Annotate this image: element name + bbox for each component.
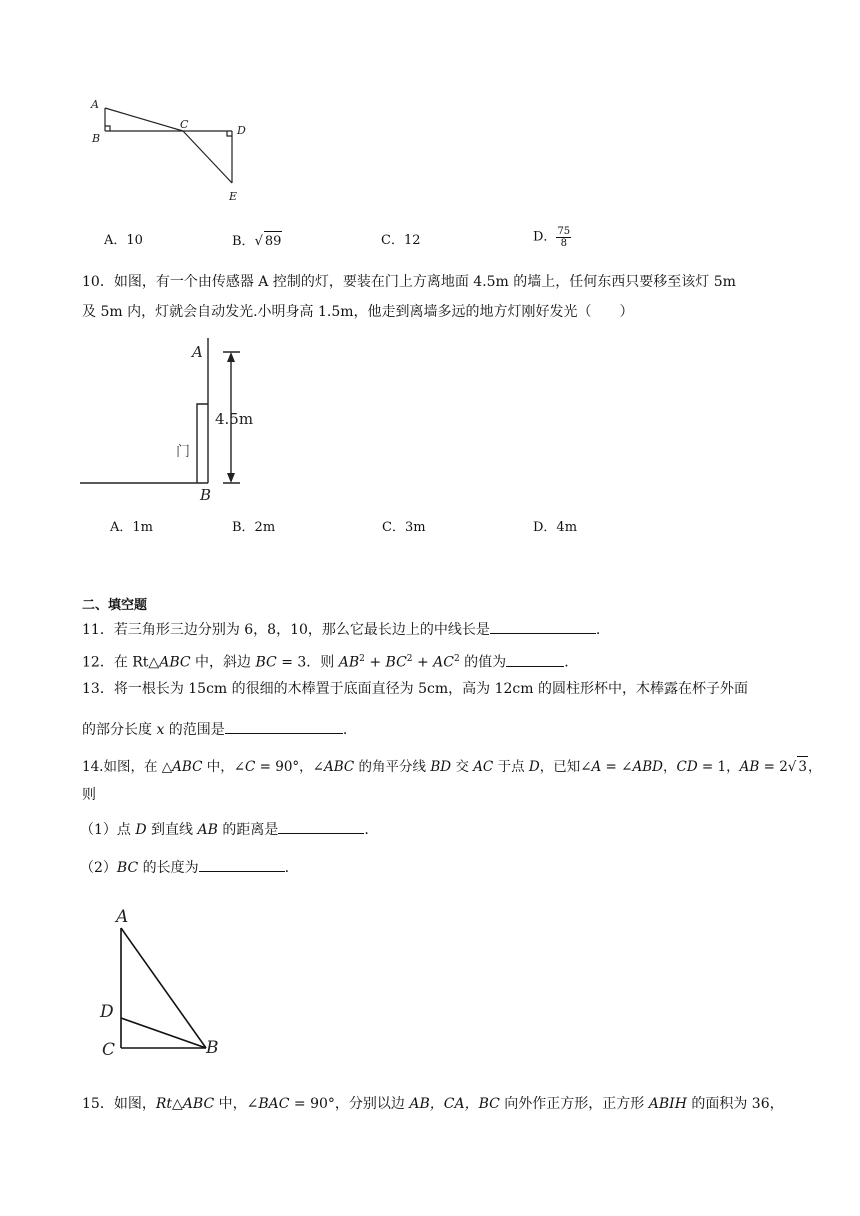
q9-option-b[interactable]: B．√ 89 [232, 231, 282, 252]
q14-then: 则 [82, 787, 96, 803]
q9-option-b-radicand: 89 [264, 231, 283, 252]
q10-option-a[interactable]: A．1m [110, 520, 153, 535]
seg-ab [121, 928, 206, 1048]
seg-db [121, 1018, 206, 1048]
q14-sub2: （2）BC 的长度为 . [80, 857, 289, 878]
height-label: 4.5m [215, 410, 254, 428]
label-d: D [100, 1002, 114, 1022]
label-d: D [237, 124, 246, 137]
q10-option-d[interactable]: D．4m [533, 520, 578, 535]
arrow-head-down [227, 473, 235, 483]
q13-answer-blank[interactable] [225, 719, 343, 734]
label-a: A [91, 98, 99, 111]
label-a: A [116, 907, 129, 927]
q14-sub1-answer-blank[interactable] [278, 819, 364, 834]
q10-option-b[interactable]: B．2m [232, 520, 276, 535]
q12-answer-blank[interactable] [506, 652, 564, 667]
label-b: B [200, 486, 212, 504]
arrow-head-up [227, 352, 235, 362]
label-b: B [92, 132, 101, 145]
q13-line1: 13．将一根长为 15cm 的很细的木棒置于底面直径为 5cm，高为 12cm 的圆柱形杯中，木棒露在杯子外面 [82, 681, 748, 697]
seg-ac [105, 108, 183, 131]
door-outline [197, 404, 208, 483]
q14-figure [96, 900, 236, 1065]
door-label: 门 [176, 444, 190, 460]
q9-option-d-prefix: D． [533, 229, 557, 245]
q12-line: 12．在 Rt△ABC 中，斜边 BC = 3．则 $AB^2 + BC^2 + AC^2$ 的值为 . [82, 649, 569, 673]
q10-figure [80, 338, 280, 508]
q10-option-c[interactable]: C．3m [382, 520, 426, 535]
q9-figure [88, 92, 258, 207]
label-c: C [180, 118, 189, 131]
q11-line: 11．若三角形三边分别为 6，8，10，那么它最长边上的中线长是 . [82, 619, 600, 640]
label-c: C [102, 1040, 116, 1060]
label-e: E [229, 190, 238, 203]
label-a: A [192, 343, 203, 361]
q13-line2: 的部分长度 x 的范围是 . [82, 719, 347, 740]
q9-option-a[interactable]: A．10 [104, 233, 143, 248]
q9-option-b-prefix: B． [232, 234, 255, 249]
q10-line1: 10．如图，有一个由传感器 A 控制的灯，要装在门上方离地面 4.5m 的墙上，任何东西只要移至该灯 5m [82, 274, 736, 290]
q15-line: 15．如图，Rt△ABC 中，∠BAC = 90°，分别以边 AB，CA，BC 向外作正方形，正方形 ABIH 的面积为 36， [82, 1096, 784, 1112]
q9-option-c[interactable]: C．12 [381, 233, 421, 248]
right-angle-b [105, 126, 110, 131]
right-angle-d [227, 131, 232, 136]
label-b: B [206, 1038, 219, 1058]
q11-answer-blank[interactable] [490, 619, 596, 634]
q9-option-d[interactable] [533, 226, 571, 249]
q9-option-d-fraction: $\frac{75}{8}$ [557, 226, 571, 249]
seg-ce [183, 131, 232, 183]
q14-sub1: （1）点 D 到直线 AB 的距离是 . [80, 819, 369, 840]
section-title: 二、填空题 [82, 598, 148, 613]
q14-line1: 14.如图，在 △ABC 中，∠C = 90°，∠ABC 的角平分线 BD 交 AC 于点 D，已知∠A = ∠ABD，CD = 1，AB = 2√ 3， [82, 756, 821, 777]
q10-line2: 及 5m 内，灯就会自动发光.小明身高 1.5m，他走到离墙多远的地方灯刚好发光（ ） [82, 304, 634, 320]
q14-sub2-answer-blank[interactable] [199, 857, 285, 872]
